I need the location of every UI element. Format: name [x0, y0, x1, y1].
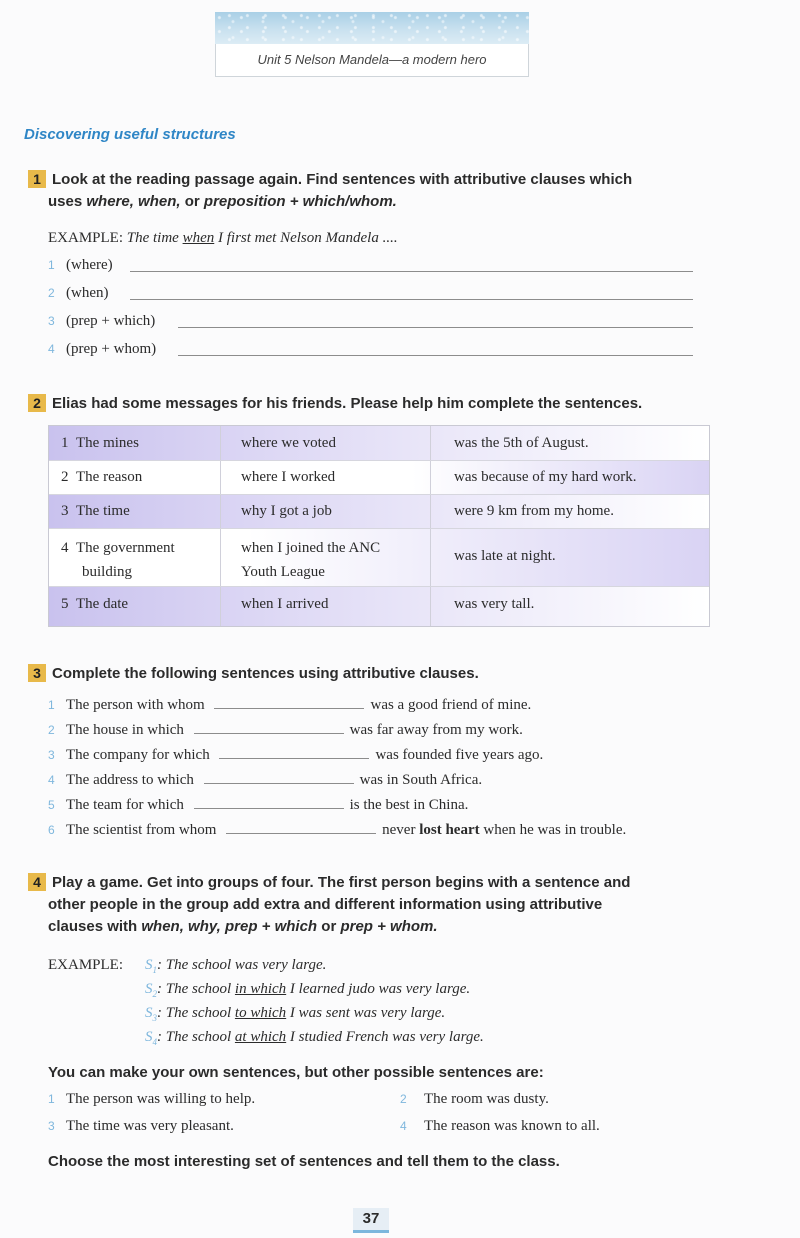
task1-instructions: 1 Look at the reading passage again. Find sentences with attributive clauses which uses where, when, or preposition + which/whom.	[28, 170, 768, 210]
task3-instructions: 3 Complete the following sentences using attributive clauses.	[28, 664, 479, 682]
answer-line[interactable]	[194, 808, 344, 809]
answer-line[interactable]	[226, 833, 376, 834]
table-cell: where we voted	[241, 435, 336, 451]
table-cell: 3 The time	[61, 503, 130, 519]
table-cell: was the 5th of August.	[454, 435, 589, 451]
option-item: 4 The reason was known to all.	[400, 1118, 600, 1134]
example-sentence: $S_2$: The school in which I learned judo was very large.	[145, 981, 471, 999]
task1-item: 2 (when)	[48, 285, 693, 302]
task2-number: 2	[28, 394, 46, 412]
task1-item: 3 (prep + which)	[48, 313, 693, 330]
answer-line[interactable]	[219, 758, 369, 759]
table-cell: were 9 km from my home.	[454, 503, 614, 519]
table-cell: why I got a job	[241, 503, 332, 519]
table-cell: was very tall.	[454, 596, 535, 612]
unit-title: Unit 5 Nelson Mandela—a modern hero	[215, 44, 529, 77]
table-cell: 1 The mines	[61, 435, 139, 451]
task3-number: 3	[28, 664, 46, 682]
task3-item: 6 The scientist from whom never lost heart when he was in trouble.	[48, 822, 627, 838]
answer-line[interactable]	[178, 355, 693, 356]
option-item: 2 The room was dusty.	[400, 1091, 549, 1107]
task1-example: EXAMPLE: The time when I first met Nelson Mandela ....	[48, 230, 398, 246]
task3-item: 5 The team for which is the best in China.	[48, 797, 469, 813]
example-sentence: $S_1$: The school was very large.	[145, 957, 327, 975]
own-sentences-note: You can make your own sentences, but other possible sentences are:	[48, 1064, 544, 1081]
table-cell: when I arrived	[241, 596, 329, 612]
task1-item: 1 (where)	[48, 257, 693, 274]
example-sentence: $S_4$: The school at which I studied French was very large.	[145, 1029, 484, 1047]
header-banner-image	[215, 12, 529, 44]
table-cell: was because of my hard work.	[454, 469, 637, 485]
answer-line[interactable]	[130, 271, 693, 272]
table-cell: 2 The reason	[61, 469, 143, 485]
answer-line[interactable]	[130, 299, 693, 300]
option-item: 1 The person was willing to help.	[48, 1091, 256, 1107]
task4-instructions: 4 Play a game. Get into groups of four. The first person begins with a sentence and other people in the group add extra and different information using attributive clauses with when, why, prep + which or prep + whom.	[28, 873, 778, 935]
answer-line[interactable]	[214, 708, 364, 709]
task4-example-label: EXAMPLE:	[48, 957, 123, 973]
messages-table	[48, 425, 710, 627]
table-cell: where I worked	[241, 469, 336, 485]
task3-item: 4 The address to which was in South Africa.	[48, 772, 483, 788]
table-cell: 5 The date	[61, 596, 129, 612]
table-cell: 4 The government building	[61, 540, 175, 580]
task1-number: 1	[28, 170, 46, 188]
answer-line[interactable]	[204, 783, 354, 784]
example-sentence: $S_3$: The school to which I was sent was very large.	[145, 1005, 446, 1023]
task3-item: 3 The company for which was founded five years ago.	[48, 747, 544, 763]
task3-item: 2 The house in which was far away from my work.	[48, 722, 523, 738]
table-cell: when I joined the ANC Youth League	[241, 540, 381, 580]
option-item: 3 The time was very pleasant.	[48, 1118, 234, 1134]
task3-item: 1 The person with whom was a good friend of mine.	[48, 697, 532, 713]
closing-instruction: Choose the most interesting set of sentences and tell them to the class.	[48, 1153, 560, 1170]
task1-item: 4 (prep + whom)	[48, 341, 693, 358]
table-cell: was late at night.	[454, 548, 556, 564]
page-number: 37	[353, 1208, 389, 1233]
section-heading: Discovering useful structures	[24, 126, 236, 143]
answer-line[interactable]	[178, 327, 693, 328]
answer-line[interactable]	[194, 733, 344, 734]
task2-instructions: 2 Elias had some messages for his friends. Please help him complete the sentences.	[28, 394, 642, 412]
task4-number: 4	[28, 873, 46, 891]
